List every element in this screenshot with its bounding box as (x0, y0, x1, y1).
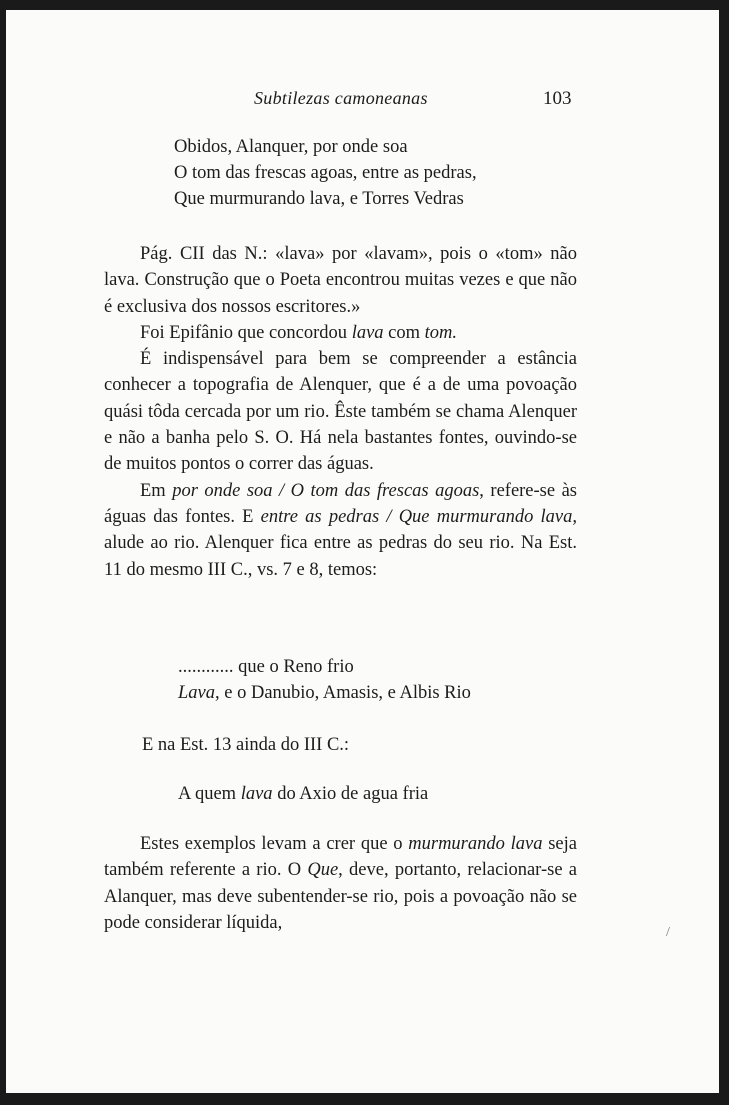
verse-quote-3 (178, 781, 428, 807)
book-page (6, 10, 719, 1093)
emphasis: lava (351, 322, 384, 343)
verse-quote-1 (174, 134, 477, 212)
margin-mark: / (666, 925, 670, 940)
paragraph-epifanio: Foi Epifânio que concordou lava com tom. (140, 322, 458, 343)
emphasis: entre as pedras / Que murmurando lava, (260, 506, 577, 527)
body-text-block-2 (142, 732, 349, 758)
verse-line: Que murmurando lava, e Torres Vedras (174, 189, 464, 209)
body-text-block-3 (104, 831, 577, 936)
verse-line: ............ que o Reno frio (178, 657, 354, 677)
verse-line: Obidos, Alanquer, por onde soa (174, 137, 408, 157)
emphasis: por onde soa / O tom das frescas agoas (172, 480, 480, 501)
verse-line: O tom das frescas agoas, entre as pedras, (174, 163, 477, 183)
emphasis: tom. (424, 322, 458, 343)
emphasis: murmurando lava (408, 834, 543, 854)
paragraph-conclusion: Estes exemplos levam a crer que o murmurando lava seja também referente a rio. O Que, deve, portanto, relacionar-se a Alanquer, mas deve subentender-se rio, pois a povoação não se pode considerar líquida, (104, 834, 577, 933)
paragraph-est-13: E na Est. 13 ainda do III C.: (142, 735, 350, 755)
body-text-block-1 (104, 241, 577, 583)
running-title: Subtilezas camoneanas (254, 88, 428, 108)
verse-quote-2 (178, 654, 471, 706)
emphasis: Lava (178, 683, 215, 703)
emphasis: Que (307, 860, 339, 881)
running-head (6, 88, 719, 114)
verse-line: Lava, e o Danubio, Amasis, e Albis Rio (178, 683, 471, 703)
verse-line: A quem lava do Axio de agua fria (178, 784, 429, 804)
page-number: 103 (543, 88, 572, 109)
emphasis: lava (240, 784, 273, 804)
paragraph-analysis: Em por onde soa / O tom das frescas agoas, refere-se às águas das fontes. E entre as pedras / Que murmurando lava, alude ao rio. Alenquer fica entre as pedras do seu rio. Na Est. 11 do mesmo III C., vs. 7 e 8, temos: (104, 480, 577, 580)
paragraph-topography: É indispensável para bem se compreender a estância conhecer a topografia de Alenquer, que é a de uma povoação quási tôda cercada por um rio. Êste também se chama Alenquer e não a banha pelo S. O. Há nela bastantes fontes, ouvindo-se de muitos pontos o correr das águas. (104, 349, 577, 475)
paragraph-note-quote: Pág. CII das N.: «lava» por «lavam», pois o «tom» não lava. Construção que o Poeta encontrou muitas vezes e que não é exclusiva dos nossos escritores.» (104, 244, 577, 317)
